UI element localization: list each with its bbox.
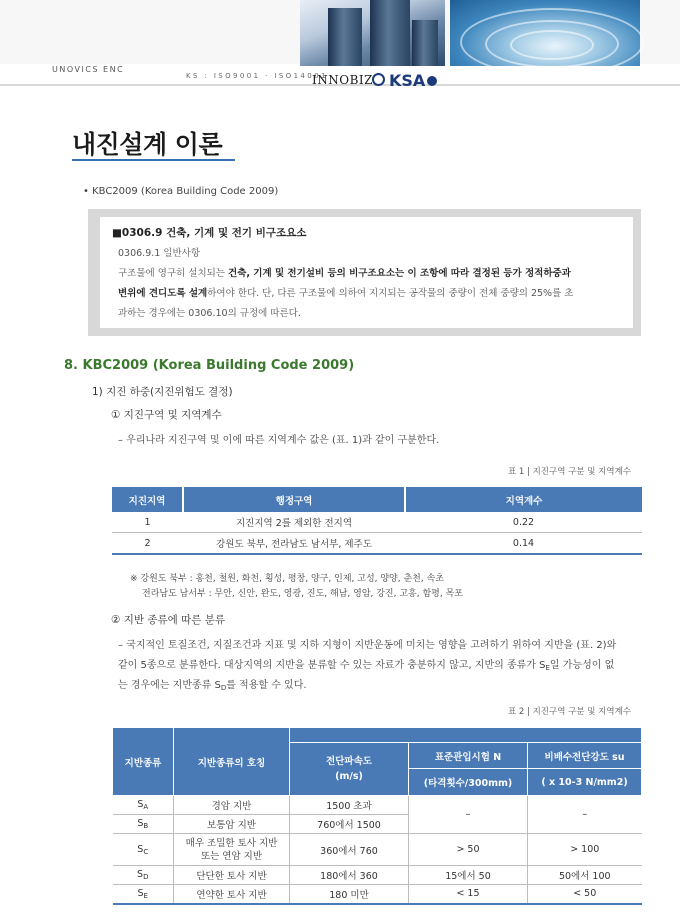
table-row <box>113 796 642 815</box>
table-cell: – <box>409 796 528 834</box>
soil-type: S <box>137 799 144 810</box>
table-cell: 0.14 <box>405 533 642 555</box>
soil-classification-table <box>112 727 642 905</box>
table-cell: > 100 <box>528 834 642 866</box>
table-header: (타격횟수/300mm) <box>409 769 528 796</box>
table-cell: – <box>528 796 642 834</box>
table-cell: 보통암 지반 <box>174 815 290 834</box>
table-header: 지진지역 <box>112 487 183 512</box>
table-row <box>113 866 642 885</box>
table-cell <box>113 796 174 815</box>
code-subheading: 0306.9.1 일반사항 <box>118 248 201 259</box>
table1-note-2: 전라남도 남서부 : 무안, 신안, 완도, 영광, 진도, 해남, 영암, 강진, 고흥, 함평, 목포 <box>142 589 463 599</box>
subscript: D <box>143 873 149 881</box>
paragraph-line-3-text: 는 경우에는 지반종류 S <box>118 680 221 691</box>
paragraph-line-3 <box>118 676 307 692</box>
table-cell <box>113 815 174 834</box>
table-cell: 360에서 760 <box>290 834 409 866</box>
subscript: B <box>143 822 149 830</box>
table-header-row <box>113 728 642 743</box>
table-header: 전단파속도 (m/s) <box>290 743 409 796</box>
innobiz-logo: INNOBIZ <box>312 73 373 87</box>
table-cell: 1 <box>112 512 183 533</box>
soil-type: S <box>137 869 144 880</box>
table-header-band <box>290 728 642 743</box>
table-cell: 15에서 50 <box>409 866 528 885</box>
code-line-1 <box>118 265 571 279</box>
certification-text: KS : ISO9001 · ISO14001 <box>186 72 328 80</box>
table-cell: 강원도 북부, 전라남도 남서부, 제주도 <box>183 533 405 555</box>
table-cell: 2 <box>112 533 183 555</box>
code-line-2-bold: 변위에 견디도록 설계 <box>118 288 208 299</box>
subscript: E <box>545 664 550 672</box>
table1-caption: 표 1 | 지진구역 구분 및 지역계수 <box>508 467 632 477</box>
paragraph-line-2-text: 같이 5종으로 분류한다. 대상지역의 지반을 분류할 수 있는 자료가 충분하지 않고, 지반의 종류가 S <box>118 660 546 671</box>
table-header-row <box>112 487 642 512</box>
subscript: A <box>143 803 149 811</box>
subscript: D <box>220 684 227 692</box>
table-cell: > 50 <box>409 834 528 866</box>
subscript: C <box>143 847 149 856</box>
water-ripple-photo <box>450 0 640 66</box>
table-cell: 매우 조밀한 토사 지반 또는 연암 지반 <box>174 834 290 866</box>
code-line-1-text: 구조물에 영구히 설치되는 <box>118 268 229 279</box>
code-line-2 <box>118 285 573 299</box>
table-row <box>113 834 642 866</box>
table-header: 행정구역 <box>183 487 405 512</box>
code-line-2-text: 하여야 한다. 단, 다른 구조물에 의하여 지지되는 공작물의 중량이 전체 중량의 25%를 초 <box>207 288 574 299</box>
page-title: 내진설계 이론 <box>72 130 223 159</box>
table-cell: 단단한 토사 지반 <box>174 866 290 885</box>
table2-caption: 표 2 | 지진구역 구분 및 지역계수 <box>508 707 632 717</box>
table-row <box>113 885 642 904</box>
company-name: UNOVICS ENC <box>52 65 125 74</box>
table-row <box>112 512 642 533</box>
table-cell: 연약한 토사 지반 <box>174 885 290 904</box>
paragraph-line-3-tail: 를 적용할 수 있다. <box>226 680 307 691</box>
table-cell <box>113 885 174 904</box>
soil-type: S <box>137 887 144 899</box>
table-header: 지역계수 <box>405 487 642 512</box>
table-cell: 180 미만 <box>290 885 409 904</box>
table-cell: 경암 지반 <box>174 796 290 815</box>
soil-type: S <box>137 818 144 829</box>
ksa-logo: KSA <box>389 71 426 90</box>
table-cell: 0.22 <box>405 512 642 533</box>
subsection-1: 1) 지진 하중(지진위험도 결정) <box>92 386 233 398</box>
paragraph-line-1: – 국지적인 토질조건, 지질조건과 지표 및 지하 지형이 지반운동에 미치는 영향을 고려하기 위하여 지반을 (표. 2)와 <box>118 640 617 651</box>
table-cell: < 15 <box>409 885 528 904</box>
table-cell: < 50 <box>528 885 642 904</box>
table-cell: 760에서 1500 <box>290 815 409 834</box>
table-cell: 50에서 100 <box>528 866 642 885</box>
subsection-1-1-note: – 우리나라 지진구역 및 이에 따른 지역계수 값은 (표. 1)과 같이 구분한다. <box>118 435 440 446</box>
table-cell <box>113 866 174 885</box>
page-header <box>0 0 680 100</box>
table-header: 표준관입시험 N <box>409 743 528 769</box>
ksa-mark-icon <box>427 76 437 86</box>
table-header: ( x 10-3 N/mm2) <box>528 769 642 796</box>
skyscraper-photo <box>300 0 445 66</box>
table-cell <box>113 834 174 866</box>
code-line-1-bold: 건축, 기계 및 전기설비 등의 비구조요소는 이 조항에 따라 결정된 등가 정적하중과 <box>228 268 571 279</box>
table-cell: 1500 초과 <box>290 796 409 815</box>
reference-bullet: • KBC2009 (Korea Building Code 2009) <box>83 186 279 197</box>
table-cell: 180에서 360 <box>290 866 409 885</box>
code-heading: ■0306.9 건축, 기계 및 전기 비구조요소 <box>112 227 307 239</box>
section-heading: 8. KBC2009 (Korea Building Code 2009) <box>64 358 355 373</box>
code-line-3: 과하는 경우에는 0306.10의 규정에 따른다. <box>118 308 301 319</box>
table-header: 지반종류 <box>113 728 174 796</box>
soil-type: S <box>137 843 144 855</box>
table-cell: 지진지역 2를 제외한 전지역 <box>183 512 405 533</box>
paragraph-line-2 <box>118 656 614 672</box>
table1-note-1: ※ 강원도 북부 : 홍천, 철원, 화천, 횡성, 평창, 양구, 인제, 고성, 양양, 춘천, 속초 <box>130 574 444 584</box>
title-underline <box>72 159 235 161</box>
subsection-1-1: ① 지진구역 및 지역계수 <box>111 409 222 421</box>
paragraph-line-2-tail: 일 가능성이 없 <box>549 660 615 671</box>
subsection-1-2: ② 지반 종류에 따른 분류 <box>111 614 226 626</box>
certification-seal-icon <box>372 73 385 86</box>
seismic-zone-table <box>112 487 642 555</box>
subscript: E <box>143 891 148 900</box>
table-header: 지반종류의 호칭 <box>174 728 290 796</box>
table-header: 비배수전단강도 su <box>528 743 642 769</box>
table-row <box>112 533 642 555</box>
